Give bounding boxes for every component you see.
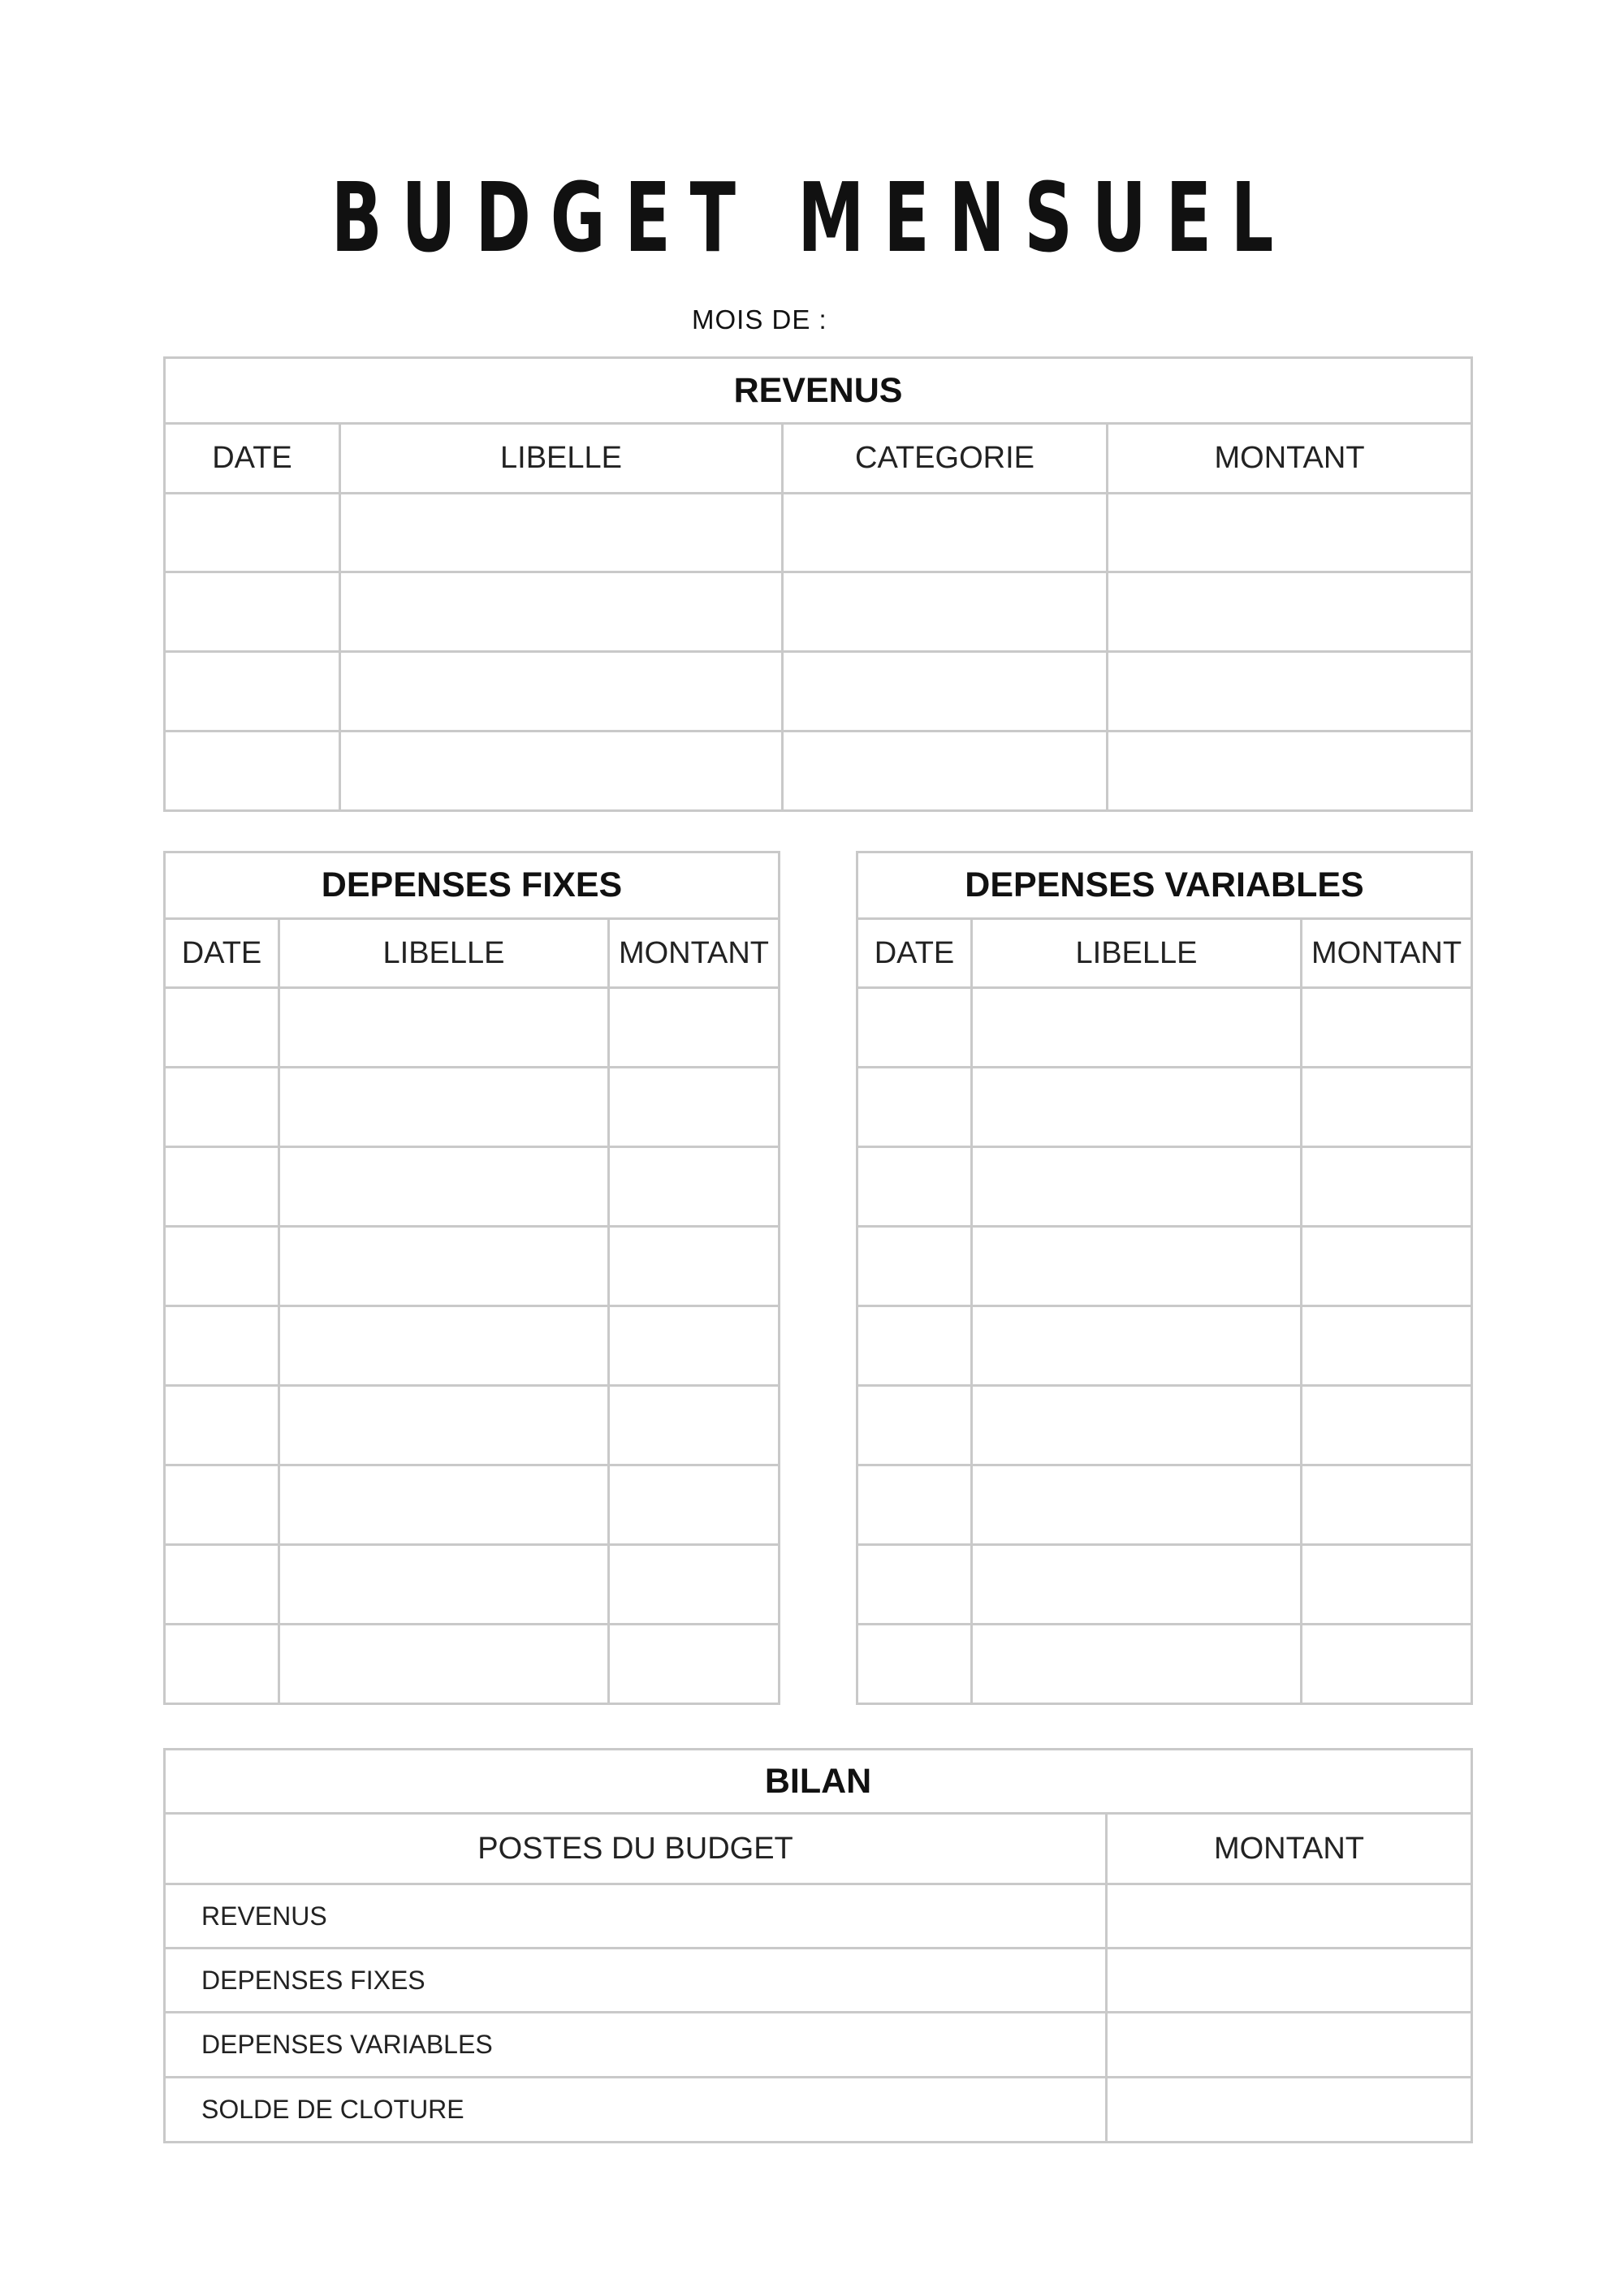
bilan-cell-montant[interactable] [1107,1884,1472,1949]
table-row [165,732,1472,811]
revenus-cell-categorie[interactable] [783,732,1108,811]
table-row [165,572,1472,652]
revenus-cell-date[interactable] [165,572,340,652]
variables-cell-libelle[interactable] [972,1625,1302,1704]
variables-cell-date[interactable] [857,1227,972,1306]
table-row [165,652,1472,732]
fixes-cell-montant[interactable] [609,1545,780,1625]
fixes-cell-date[interactable] [165,1068,279,1147]
table-row [165,494,1472,572]
variables-cell-date[interactable] [857,988,972,1068]
revenus-cell-montant[interactable] [1108,652,1472,732]
fixes-cell-date[interactable] [165,1227,279,1306]
table-row [857,988,1472,1068]
variables-cell-date[interactable] [857,1545,972,1625]
page-title: BUDGET MENSUEL [330,162,1294,274]
table-row [857,1227,1472,1306]
table-row [165,1227,780,1306]
bilan-row-solde-de-cloture: SOLDE DE CLOTURE [165,2078,1107,2143]
variables-cell-date[interactable] [857,1465,972,1545]
table-row [165,1884,1472,1949]
bilan-cell-montant[interactable] [1107,2078,1472,2143]
revenus-cell-categorie[interactable] [783,572,1108,652]
revenus-cell-libelle[interactable] [340,572,783,652]
revenus-cell-montant[interactable] [1108,572,1472,652]
bilan-row-revenus: REVENUS [165,1884,1107,1949]
variables-cell-montant[interactable] [1302,1068,1472,1147]
fixes-cell-montant[interactable] [609,1306,780,1386]
variables-cell-libelle[interactable] [972,1227,1302,1306]
bilan-table [163,1748,1473,2143]
revenus-cell-montant[interactable] [1108,494,1472,572]
fixes-cell-montant[interactable] [609,988,780,1068]
revenus-cell-date[interactable] [165,732,340,811]
variables-cell-libelle[interactable] [972,1386,1302,1465]
fixes-cell-libelle[interactable] [279,1545,609,1625]
revenus-header-libelle: LIBELLE [340,424,783,494]
variables-cell-date[interactable] [857,1386,972,1465]
fixes-header-montant: MONTANT [609,919,780,988]
fixes-cell-libelle[interactable] [279,1147,609,1227]
revenus-cell-montant[interactable] [1108,732,1472,811]
variables-cell-montant[interactable] [1302,1386,1472,1465]
fixes-cell-libelle[interactable] [279,1386,609,1465]
fixes-cell-montant[interactable] [609,1147,780,1227]
table-row [857,1386,1472,1465]
table-row [165,2078,1472,2143]
fixes-cell-libelle[interactable] [279,1227,609,1306]
variables-cell-libelle[interactable] [972,988,1302,1068]
bilan-row-depenses-variables: DEPENSES VARIABLES [165,2013,1107,2078]
variables-cell-montant[interactable] [1302,988,1472,1068]
revenus-title: REVENUS [165,358,1472,424]
variables-cell-montant[interactable] [1302,1147,1472,1227]
table-row [165,1545,780,1625]
fixes-cell-libelle[interactable] [279,1068,609,1147]
bilan-title: BILAN [165,1750,1472,1814]
fixes-cell-montant[interactable] [609,1465,780,1545]
revenus-cell-libelle[interactable] [340,652,783,732]
depenses-variables-table [856,851,1473,1705]
variables-cell-montant[interactable] [1302,1545,1472,1625]
table-row [165,1306,780,1386]
variables-cell-libelle[interactable] [972,1545,1302,1625]
variables-cell-date[interactable] [857,1306,972,1386]
fixes-cell-montant[interactable] [609,1386,780,1465]
variables-cell-montant[interactable] [1302,1306,1472,1386]
table-row [165,2013,1472,2078]
fixes-cell-date[interactable] [165,1625,279,1704]
table-row [165,1068,780,1147]
fixes-cell-libelle[interactable] [279,1465,609,1545]
revenus-cell-libelle[interactable] [340,494,783,572]
variables-header-libelle: LIBELLE [972,919,1302,988]
fixes-cell-date[interactable] [165,1306,279,1386]
variables-header-date: DATE [857,919,972,988]
revenus-cell-libelle[interactable] [340,732,783,811]
variables-header-montant: MONTANT [1302,919,1472,988]
table-row [165,1949,1472,2013]
fixes-cell-date[interactable] [165,1386,279,1465]
fixes-cell-libelle[interactable] [279,988,609,1068]
variables-cell-date[interactable] [857,1625,972,1704]
fixes-cell-montant[interactable] [609,1068,780,1147]
bilan-cell-montant[interactable] [1107,2013,1472,2078]
bilan-row-depenses-fixes: DEPENSES FIXES [165,1949,1107,2013]
bilan-header-postes: POSTES DU BUDGET [165,1814,1107,1884]
depenses-fixes-table [163,851,780,1705]
fixes-header-date: DATE [165,919,279,988]
revenus-cell-date[interactable] [165,652,340,732]
bilan-cell-montant[interactable] [1107,1949,1472,2013]
table-row [165,1147,780,1227]
variables-cell-montant[interactable] [1302,1465,1472,1545]
revenus-header-montant: MONTANT [1108,424,1472,494]
depenses-variables-title: DEPENSES VARIABLES [857,852,1472,919]
variables-cell-date[interactable] [857,1068,972,1147]
table-row [857,1306,1472,1386]
revenus-table [163,356,1473,812]
variables-cell-libelle[interactable] [972,1465,1302,1545]
table-row [857,1147,1472,1227]
fixes-cell-date[interactable] [165,988,279,1068]
month-label: MOIS DE : [692,304,827,334]
fixes-cell-libelle[interactable] [279,1306,609,1386]
table-row [165,1465,780,1545]
revenus-cell-date[interactable] [165,494,340,572]
variables-cell-libelle[interactable] [972,1147,1302,1227]
fixes-cell-montant[interactable] [609,1227,780,1306]
revenus-cell-categorie[interactable] [783,494,1108,572]
table-row [857,1545,1472,1625]
variables-cell-montant[interactable] [1302,1227,1472,1306]
depenses-fixes-title: DEPENSES FIXES [165,852,780,919]
table-row [165,1625,780,1704]
fixes-header-libelle: LIBELLE [279,919,609,988]
revenus-header-date: DATE [165,424,340,494]
variables-cell-montant[interactable] [1302,1625,1472,1704]
fixes-cell-montant[interactable] [609,1625,780,1704]
revenus-header-categorie: CATEGORIE [783,424,1108,494]
table-row [857,1465,1472,1545]
revenus-cell-categorie[interactable] [783,652,1108,732]
fixes-cell-date[interactable] [165,1545,279,1625]
fixes-cell-date[interactable] [165,1465,279,1545]
variables-cell-libelle[interactable] [972,1068,1302,1147]
variables-cell-libelle[interactable] [972,1306,1302,1386]
table-row [165,1386,780,1465]
table-row [857,1068,1472,1147]
fixes-cell-date[interactable] [165,1147,279,1227]
table-row [857,1625,1472,1704]
table-row [165,988,780,1068]
variables-cell-date[interactable] [857,1147,972,1227]
bilan-header-montant: MONTANT [1107,1814,1472,1884]
fixes-cell-libelle[interactable] [279,1625,609,1704]
